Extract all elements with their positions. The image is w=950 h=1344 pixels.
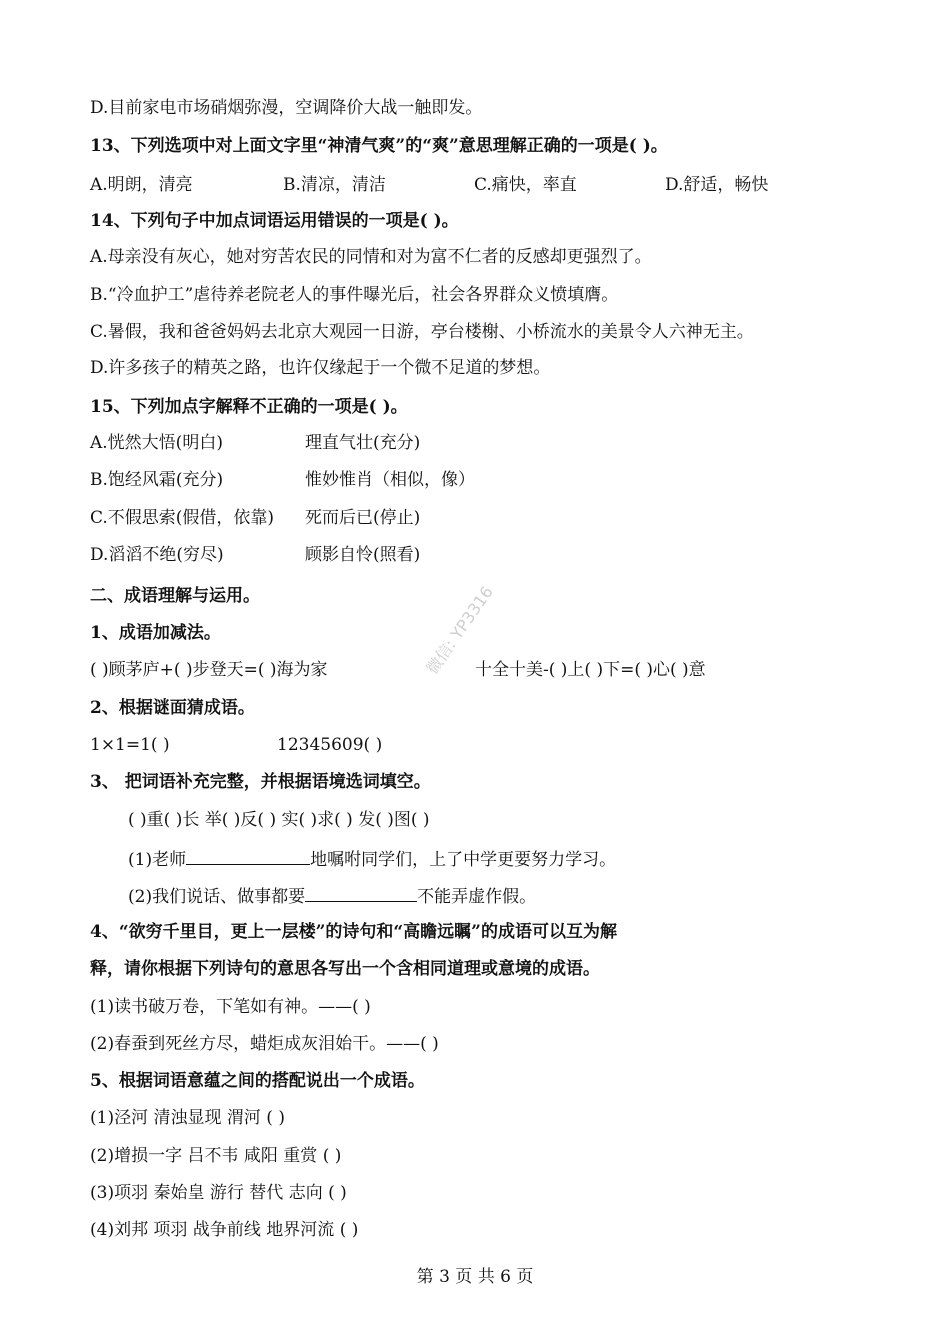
item-4-title-line-1: 4、“欲穷千里目，更上一层楼”的诗句和“高瞻远瞩”的成语可以互为解: [90, 922, 617, 942]
item-3-words: ( )重( )长 举( )反( ) 实( )求( ) 发( )图( ): [128, 810, 430, 830]
section-2-heading: 二、成语理解与运用。: [90, 586, 260, 606]
question-15-option-d-2: 顾影自怜(照看): [305, 545, 421, 565]
question-15-option-a-1: A.恍然大悟(明白): [90, 433, 223, 453]
riddle-1: 1×1=1( ): [90, 735, 170, 755]
question-13-option-a: A.明朗，清亮: [90, 175, 193, 195]
question-13-option-d: D.舒适，畅快: [665, 175, 769, 195]
question-13-option-b: B.清凉，清洁: [283, 175, 386, 195]
sentence-1-prefix: (1)老师: [128, 850, 187, 870]
question-15-option-a-2: 理直气壮(充分): [305, 433, 421, 453]
question-15-option-d-1: D.滔滔不绝(穷尽): [90, 545, 224, 565]
item-1-title: 1、成语加减法。: [90, 623, 221, 643]
question-15: 15、下列加点字解释不正确的一项是( )。: [90, 397, 408, 417]
item-5-row-2: (2)增损一字 吕不韦 咸阳 重赏 ( ): [90, 1146, 342, 1166]
question-14-option-b: B.“冷血护工”虐待养老院老人的事件曝光后，社会各界群众义愤填膺。: [90, 285, 619, 305]
sentence-2-suffix: 不能弄虚作假。: [417, 887, 537, 907]
item-2-title: 2、根据谜面猜成语。: [90, 698, 255, 718]
question-15-option-c-2: 死而后已(停止): [305, 508, 421, 528]
item-3-title: 3、 把词语补充完整，并根据语境选词填空。: [90, 772, 431, 792]
question-15-option-b-1: B.饱经风霜(充分): [90, 470, 224, 490]
item-5-title: 5、根据词语意蕴之间的搭配说出一个成语。: [90, 1071, 425, 1091]
item-3-sentence-2: [128, 883, 536, 908]
fill-blank-2[interactable]: [305, 883, 417, 902]
page-footer: 第 3 页 共 6 页: [416, 1267, 534, 1287]
item-5-row-3: (3)项羽 秦始皇 游行 替代 志向 ( ): [90, 1183, 347, 1203]
question-13-option-c: C.痛快，率直: [474, 175, 577, 195]
watermark: 微信: YP3316: [422, 582, 497, 678]
riddle-2: 12345609( ): [277, 735, 383, 755]
item-3-sentence-1: [128, 846, 616, 871]
item-5-row-4: (4)刘邦 项羽 战争前线 地界河流 ( ): [90, 1220, 359, 1240]
item-5-row-1: (1)泾河 清浊显现 渭河 ( ): [90, 1108, 285, 1128]
question-14-option-a: A.母亲没有灰心，她对穷苦农民的同情和对为富不仁者的反感却更强烈了。: [90, 247, 652, 267]
item-4-poem-2: (2)春蚕到死丝方尽，蜡炬成灰泪始干。——( ): [90, 1034, 439, 1054]
question-14-option-d: D.许多孩子的精英之路，也许仅缘起于一个微不足道的梦想。: [90, 358, 551, 378]
question-12-option-d: D.目前家电市场硝烟弥漫，空调降价大战一触即发。: [90, 98, 483, 118]
item-1-left: ( )顾茅庐+( )步登天=( )海为家: [90, 660, 328, 680]
fill-blank-1[interactable]: [186, 846, 310, 865]
question-14-option-c: C.暑假，我和爸爸妈妈去北京大观园一日游，亭台楼榭、小桥流水的美景令人六神无主。: [90, 322, 754, 342]
item-1-right: 十全十美-( )上( )下=( )心( )意: [475, 660, 706, 680]
sentence-1-suffix: 地嘱咐同学们，上了中学更要努力学习。: [310, 850, 617, 870]
question-15-option-b-2: 惟妙惟肖（相似，像）: [305, 470, 475, 490]
item-4-poem-1: (1)读书破万卷，下笔如有神。——( ): [90, 997, 371, 1017]
question-15-option-c-1: C.不假思索(假借，依靠): [90, 508, 275, 528]
item-4-title-line-2: 释，请你根据下列诗句的意思各写出一个含相同道理或意境的成语。: [90, 959, 600, 979]
question-14: 14、下列句子中加点词语运用错误的一项是( )。: [90, 211, 459, 231]
sentence-2-prefix: (2)我们说话、做事都要: [128, 887, 306, 907]
question-13: 13、下列选项中对上面文字里“神清气爽”的“爽”意思理解正确的一项是( )。: [90, 136, 668, 156]
option-d-line: [90, 97, 482, 119]
